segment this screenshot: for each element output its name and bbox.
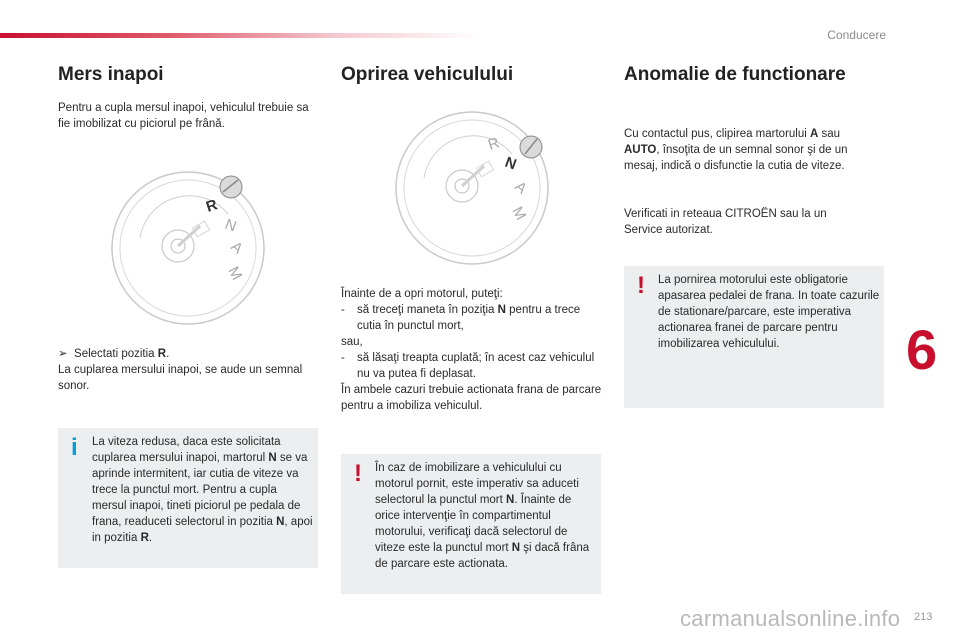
info-box-reverse bbox=[58, 428, 318, 568]
service-paragraph: Verificati in reteaua CITROËN sau la un Service autorizat. bbox=[624, 208, 827, 236]
info-icon: i bbox=[71, 434, 78, 461]
gear-selector-dial-r bbox=[110, 170, 266, 326]
page-number: 213 bbox=[914, 611, 933, 623]
section-title-stopping: Oprirea vehiculului bbox=[341, 64, 514, 85]
footer-watermark-url: carmanualsonline.info bbox=[680, 606, 901, 631]
malfunction-paragraph: Cu contactul pus, clipirea martorului A sau AUTO, însoţita de un semnal sonor şi de un mesaj, indică o disfunctie la cutia de viteze. bbox=[624, 128, 848, 172]
chapter-label: Conducere bbox=[827, 28, 886, 42]
warning-box-malfunction bbox=[624, 266, 884, 408]
dial-letter-m: M bbox=[224, 263, 246, 283]
stopping-instructions: Înainte de a opri motorul, puteţi: - să treceţi maneta în poziţia N pentru a trece cutia în punctul mort, sau, - să lăsaţi treapta cuplată; în acest caz vehiculul nu va putea fi deplasat. În ambele cazuri trebuie actionata frana de parcare pentru a imobiliza vehiculul. bbox=[341, 288, 602, 412]
warning-icon: ! bbox=[354, 460, 362, 487]
arrow-right-icon: ➢ bbox=[58, 348, 75, 360]
dial-letter-r: R bbox=[203, 196, 220, 216]
warning-box-text: La pornirea motorului este obligatorie apasarea pedalei de frana. In toate cazurile de stationare/parcare, este imperativa actionarea franei de parcare pentru imobilizarea vehiculului. bbox=[658, 274, 880, 350]
column-stopping bbox=[341, 0, 603, 640]
dial-letter-a: A bbox=[511, 178, 531, 198]
reverse-intro: Pentru a cupla mersul inapoi, vehiculul trebuie sa fie imobilizat cu piciorul pe frână. bbox=[58, 102, 309, 130]
section-title-reverse: Mers inapoi bbox=[58, 64, 164, 85]
column-reverse-gear bbox=[58, 0, 320, 640]
dial-letter-r: R bbox=[485, 134, 502, 154]
list-item: - să treceţi maneta în poziţia N pentru a trece cutia în punctul mort, bbox=[341, 304, 581, 332]
list-item: - să lăsaţi treapta cuplată; în acest caz vehiculul nu va putea fi deplasat. bbox=[341, 352, 595, 380]
dial-letter-n: N bbox=[222, 215, 239, 236]
gear-selector-dial-n bbox=[394, 110, 550, 266]
dial-letter-m: M bbox=[508, 203, 530, 223]
chapter-number: 6 bbox=[906, 318, 938, 381]
warning-box-text: În caz de imobilizare a vehiculului cu motorul pornit, este imperativ sa aduceti selectorul la punctul mort N. Înainte de orice intervenţie în compartimentul motorului, verificaţi dacă selectorul de viteze este la punctul mort N şi dacă frâna de parcare este actionata. bbox=[375, 462, 590, 570]
column-malfunction bbox=[624, 0, 886, 640]
section-title-malfunction: Anomalie de functionare bbox=[624, 64, 846, 85]
dial-letter-a: A bbox=[227, 238, 247, 258]
warning-icon: ! bbox=[637, 272, 645, 299]
reverse-step: ➢ Selectati pozitia R. La cuplarea mersului inapoi, se aude un semnal sonor. bbox=[58, 348, 303, 392]
dial-letter-n: N bbox=[502, 153, 519, 174]
info-box-text: La viteza redusa, daca este solicitata cuplarea mersului inapoi, martorul N se va aprinde intermitent, iar cutia de viteze va trece la punctul mort. Pentru a cupla mersul inapoi, tineti piciorul pe pedala de frana, readuceti selectorul in pozitia N, apoi in pozitia R. bbox=[92, 436, 313, 544]
warning-box-stopping bbox=[341, 454, 601, 594]
